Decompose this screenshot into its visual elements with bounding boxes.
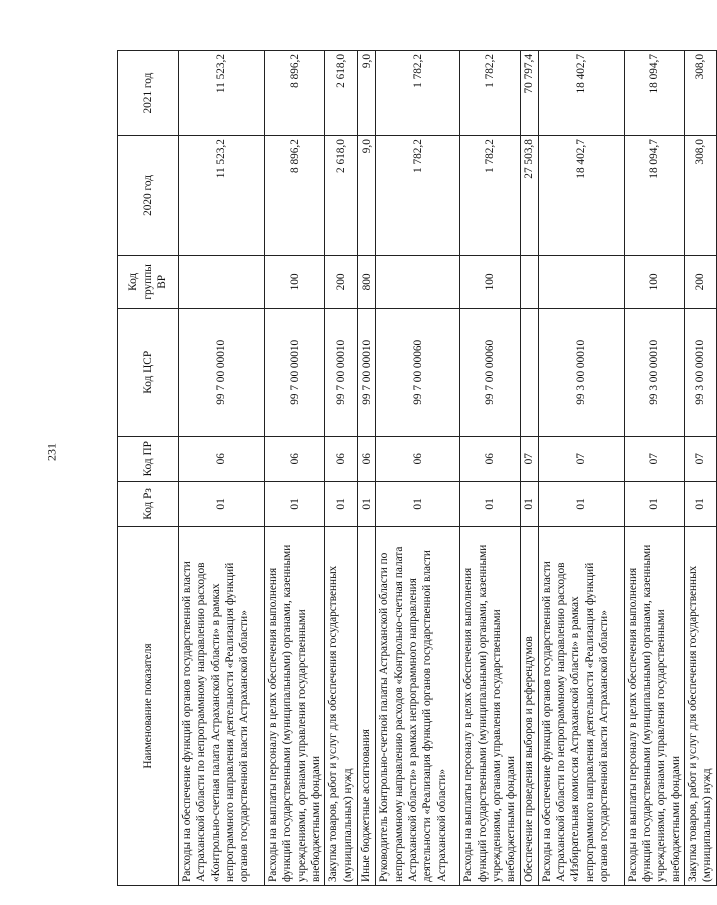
row-pr: 07 — [685, 436, 717, 481]
row-csr: 99 3 00 00010 — [624, 308, 684, 436]
header-2021: 2021 год — [118, 51, 179, 136]
row-vr: 100 — [265, 255, 325, 308]
row-csr: 99 7 00 00010 — [179, 308, 265, 436]
row-2020: 8 896,2 — [265, 136, 325, 256]
row-rz: 01 — [624, 481, 684, 526]
row-rz: 01 — [179, 481, 265, 526]
row-2020: 18 402,7 — [538, 136, 624, 256]
row-2020: 27 503,8 — [520, 136, 538, 256]
table-row — [265, 51, 325, 886]
row-2020: 2 618,0 — [325, 136, 358, 256]
row-name: Расходы на обеспечение функций органов государственной власти Астраханской области по непрограммному направлению расходов «Избирательная комиссия Астраханской области» в рамках непрограммного направления деятельности «Реализация функций органов государственной власти Астраханской области» — [538, 527, 624, 886]
row-rz: 01 — [460, 481, 520, 526]
table-row — [358, 51, 376, 886]
row-pr: 06 — [325, 436, 358, 481]
row-pr: 06 — [460, 436, 520, 481]
row-name: Закупка товаров, работ и услуг для обеспечения государственных (муниципальных) нужд — [325, 527, 358, 886]
row-2020: 9,0 — [358, 136, 376, 256]
row-rz: 01 — [538, 481, 624, 526]
row-name: Обеспечение проведения выборов и референдумов — [520, 527, 538, 886]
table-row — [538, 51, 624, 886]
row-csr: 99 7 00 00010 — [265, 308, 325, 436]
header-pr: Код ПР — [118, 436, 179, 481]
row-csr: 99 7 00 00060 — [460, 308, 520, 436]
row-2021: 9,0 — [358, 51, 376, 136]
budget-table — [117, 50, 717, 886]
row-name: Закупка товаров, работ и услуг для обеспечения государственных (муниципальных) нужд — [685, 527, 717, 886]
row-pr: 06 — [358, 436, 376, 481]
row-2020: 1 782,2 — [376, 136, 460, 256]
table-row — [325, 51, 358, 886]
row-rz: 01 — [685, 481, 717, 526]
row-2021: 1 782,2 — [460, 51, 520, 136]
row-rz: 01 — [265, 481, 325, 526]
page-number: 231 — [44, 443, 59, 461]
row-2021: 11 523,2 — [179, 51, 265, 136]
row-2021: 308,0 — [685, 51, 717, 136]
row-csr: 99 7 00 00010 — [325, 308, 358, 436]
row-2020: 11 523,2 — [179, 136, 265, 256]
row-csr: 99 3 00 00010 — [685, 308, 717, 436]
row-pr: 06 — [179, 436, 265, 481]
row-vr — [376, 255, 460, 308]
row-rz: 01 — [520, 481, 538, 526]
table-row — [624, 51, 684, 886]
row-vr — [179, 255, 265, 308]
row-name: Руководитель Контрольно-счетной палаты Астраханской области по непрограммному направлению расходов «Контрольно-счетная палата Астраханской области» в рамках непрограммного направления деятельности «Реализация функций органов государственной власти Астраханской области» — [376, 527, 460, 886]
row-name: Иные бюджетные ассигнования — [358, 527, 376, 886]
row-csr — [520, 308, 538, 436]
row-pr: 06 — [265, 436, 325, 481]
table-row — [460, 51, 520, 886]
row-2021: 8 896,2 — [265, 51, 325, 136]
table-row — [376, 51, 460, 886]
header-vr: Код группы ВР — [118, 255, 179, 308]
header-csr: Код ЦСР — [118, 308, 179, 436]
row-2020: 1 782,2 — [460, 136, 520, 256]
row-2020: 18 094,7 — [624, 136, 684, 256]
row-pr: 07 — [520, 436, 538, 481]
row-rz: 01 — [325, 481, 358, 526]
row-vr: 800 — [358, 255, 376, 308]
table-header-row — [118, 51, 179, 886]
row-vr: 100 — [624, 255, 684, 308]
row-name: Расходы на выплаты персоналу в целях обеспечения выполнения функций государственными (муниципальными) органами, казенными учреждениями, органами управления государственными внебюджетными фондами — [624, 527, 684, 886]
row-rz: 01 — [358, 481, 376, 526]
row-pr: 06 — [376, 436, 460, 481]
row-2021: 2 618,0 — [325, 51, 358, 136]
row-csr: 99 7 00 00060 — [376, 308, 460, 436]
row-2020: 308,0 — [685, 136, 717, 256]
row-2021: 1 782,2 — [376, 51, 460, 136]
row-rz: 01 — [376, 481, 460, 526]
row-csr: 99 7 00 00010 — [358, 308, 376, 436]
row-2021: 18 094,7 — [624, 51, 684, 136]
header-2020: 2020 год — [118, 136, 179, 256]
table-row — [685, 51, 717, 886]
row-2021: 70 797,4 — [520, 51, 538, 136]
table-row — [520, 51, 538, 886]
row-vr: 100 — [460, 255, 520, 308]
row-vr: 200 — [325, 255, 358, 308]
header-name: Наименование показателя — [118, 527, 179, 886]
row-csr: 99 3 00 00010 — [538, 308, 624, 436]
rotated-page-content — [117, 50, 714, 886]
row-vr — [520, 255, 538, 308]
row-vr — [538, 255, 624, 308]
table-row — [179, 51, 265, 886]
header-rz: Код Рз — [118, 481, 179, 526]
row-vr: 200 — [685, 255, 717, 308]
row-2021: 18 402,7 — [538, 51, 624, 136]
row-name: Расходы на выплаты персоналу в целях обеспечения выполнения функций государственными (муниципальными) органами, казенными учреждениями, органами управления государственными внебюджетными фондами — [265, 527, 325, 886]
row-name: Расходы на обеспечение функций органов государственной власти Астраханской области по непрограммному направлению расходов «Контрольно-счетная палата Астраханской области» в рамках непрограммного направления деятельности «Реализация функций органов государственной власти Астраханской области» — [179, 527, 265, 886]
row-pr: 07 — [624, 436, 684, 481]
row-pr: 07 — [538, 436, 624, 481]
row-name: Расходы на выплаты персоналу в целях обеспечения выполнения функций государственными (муниципальными) органами, казенными учреждениями, органами управления государственными внебюджетными фондами — [460, 527, 520, 886]
